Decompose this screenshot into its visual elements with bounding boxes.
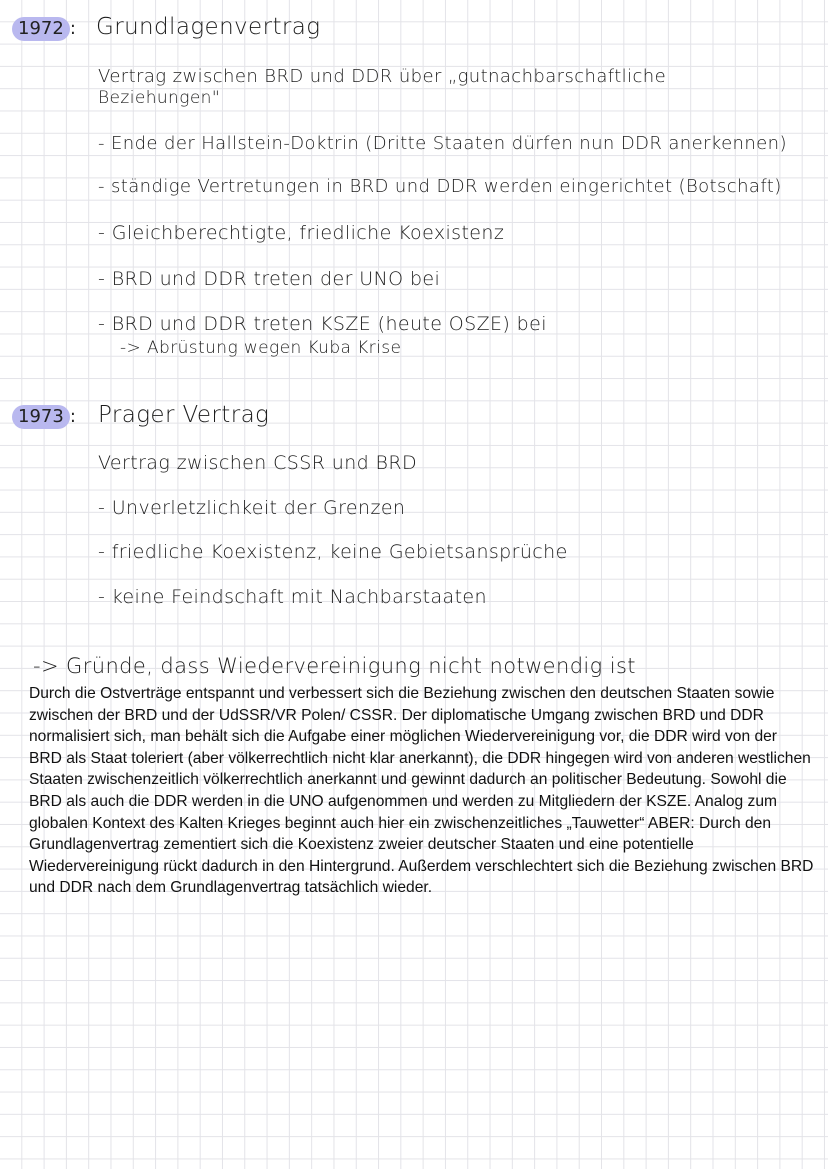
bullet-item: - BRD und DDR treten der UNO bei [98, 268, 441, 290]
section-title-prager-vertrag: Prager Vertrag [98, 402, 270, 428]
summary-paragraph: Durch die Ostverträge entspannt und verbessert sich die Beziehung zwischen den deutschen Staaten sowie zwischen der BRD und der UdSSR/VR Polen/ CSSR. Der diplomatische Umgang zwischen BRD und DDR normalisiert sich, man behält sich die Aufgabe einer möglichen Wiedervereinigung vor, die DDR wird von der BRD als Staat toleriert (aber völkerrechtlich nicht klar anerkannt), die DDR hingegen wird von anderen westlichen Staaten zwischenzeitlich völkerrechtlich anerkannt und gewinnt dadurch an politischer Bedeutung. Sowohl die BRD als auch die DDR werden in die UNO aufgenommen und werden zu Mitgliedern der KSZE. Analog zum globalen Kontext des Kalten Krieges beginnt auch hier ein zwischenzeitliches „Tauwetter“ ABER: Durch den Grundlagenvertrag zementiert sich die Koexistenz zweier deutscher Staaten und eine potentielle Wiedervereinigung rückt dadurch in den Hintergrund. Außerdem verschlechtert sich die Beziehung zwischen BRD und DDR nach dem Grundlagenvertrag tatsächlich wieder. [29, 685, 814, 897]
section-title-grundlagenvertrag: Grundlagenvertrag [96, 14, 321, 40]
year-label-1972: 1972 : [12, 18, 76, 39]
description-line-2: Beziehungen" [98, 88, 221, 108]
bullet-item: - Gleichberechtigte, friedliche Koexistenz [98, 222, 505, 244]
description-line: Vertrag zwischen CSSR und BRD [98, 452, 418, 474]
year-highlight: 1972 [12, 17, 70, 41]
bullet-item: - Ende der Hallstein-Doktrin (Dritte Staaten dürfen nun DDR anerkennen) [98, 133, 787, 154]
bullet-item: - friedliche Koexistenz, keine Gebietsansprüche [98, 541, 568, 563]
year-highlight: 1973 [12, 405, 70, 429]
year-label-1973: 1973 : [12, 406, 76, 427]
conclusion-line: -> Gründe, dass Wiedervereinigung nicht notwendig ist [33, 654, 636, 678]
bullet-item: - BRD und DDR treten KSZE (heute OSZE) bei [98, 313, 547, 335]
bullet-item: - ständige Vertretungen in BRD und DDR werden eingerichtet (Botschaft) [98, 176, 782, 197]
description-line-1: Vertrag zwischen BRD und DDR über „gutnachbarschaftliche [98, 66, 667, 87]
sub-note: -> Abrüstung wegen Kuba Krise [120, 338, 402, 358]
summary-text-block [29, 683, 814, 899]
bullet-item: - Unverletzlichkeit der Grenzen [98, 497, 406, 519]
bullet-item: - keine Feindschaft mit Nachbarstaaten [98, 586, 487, 608]
